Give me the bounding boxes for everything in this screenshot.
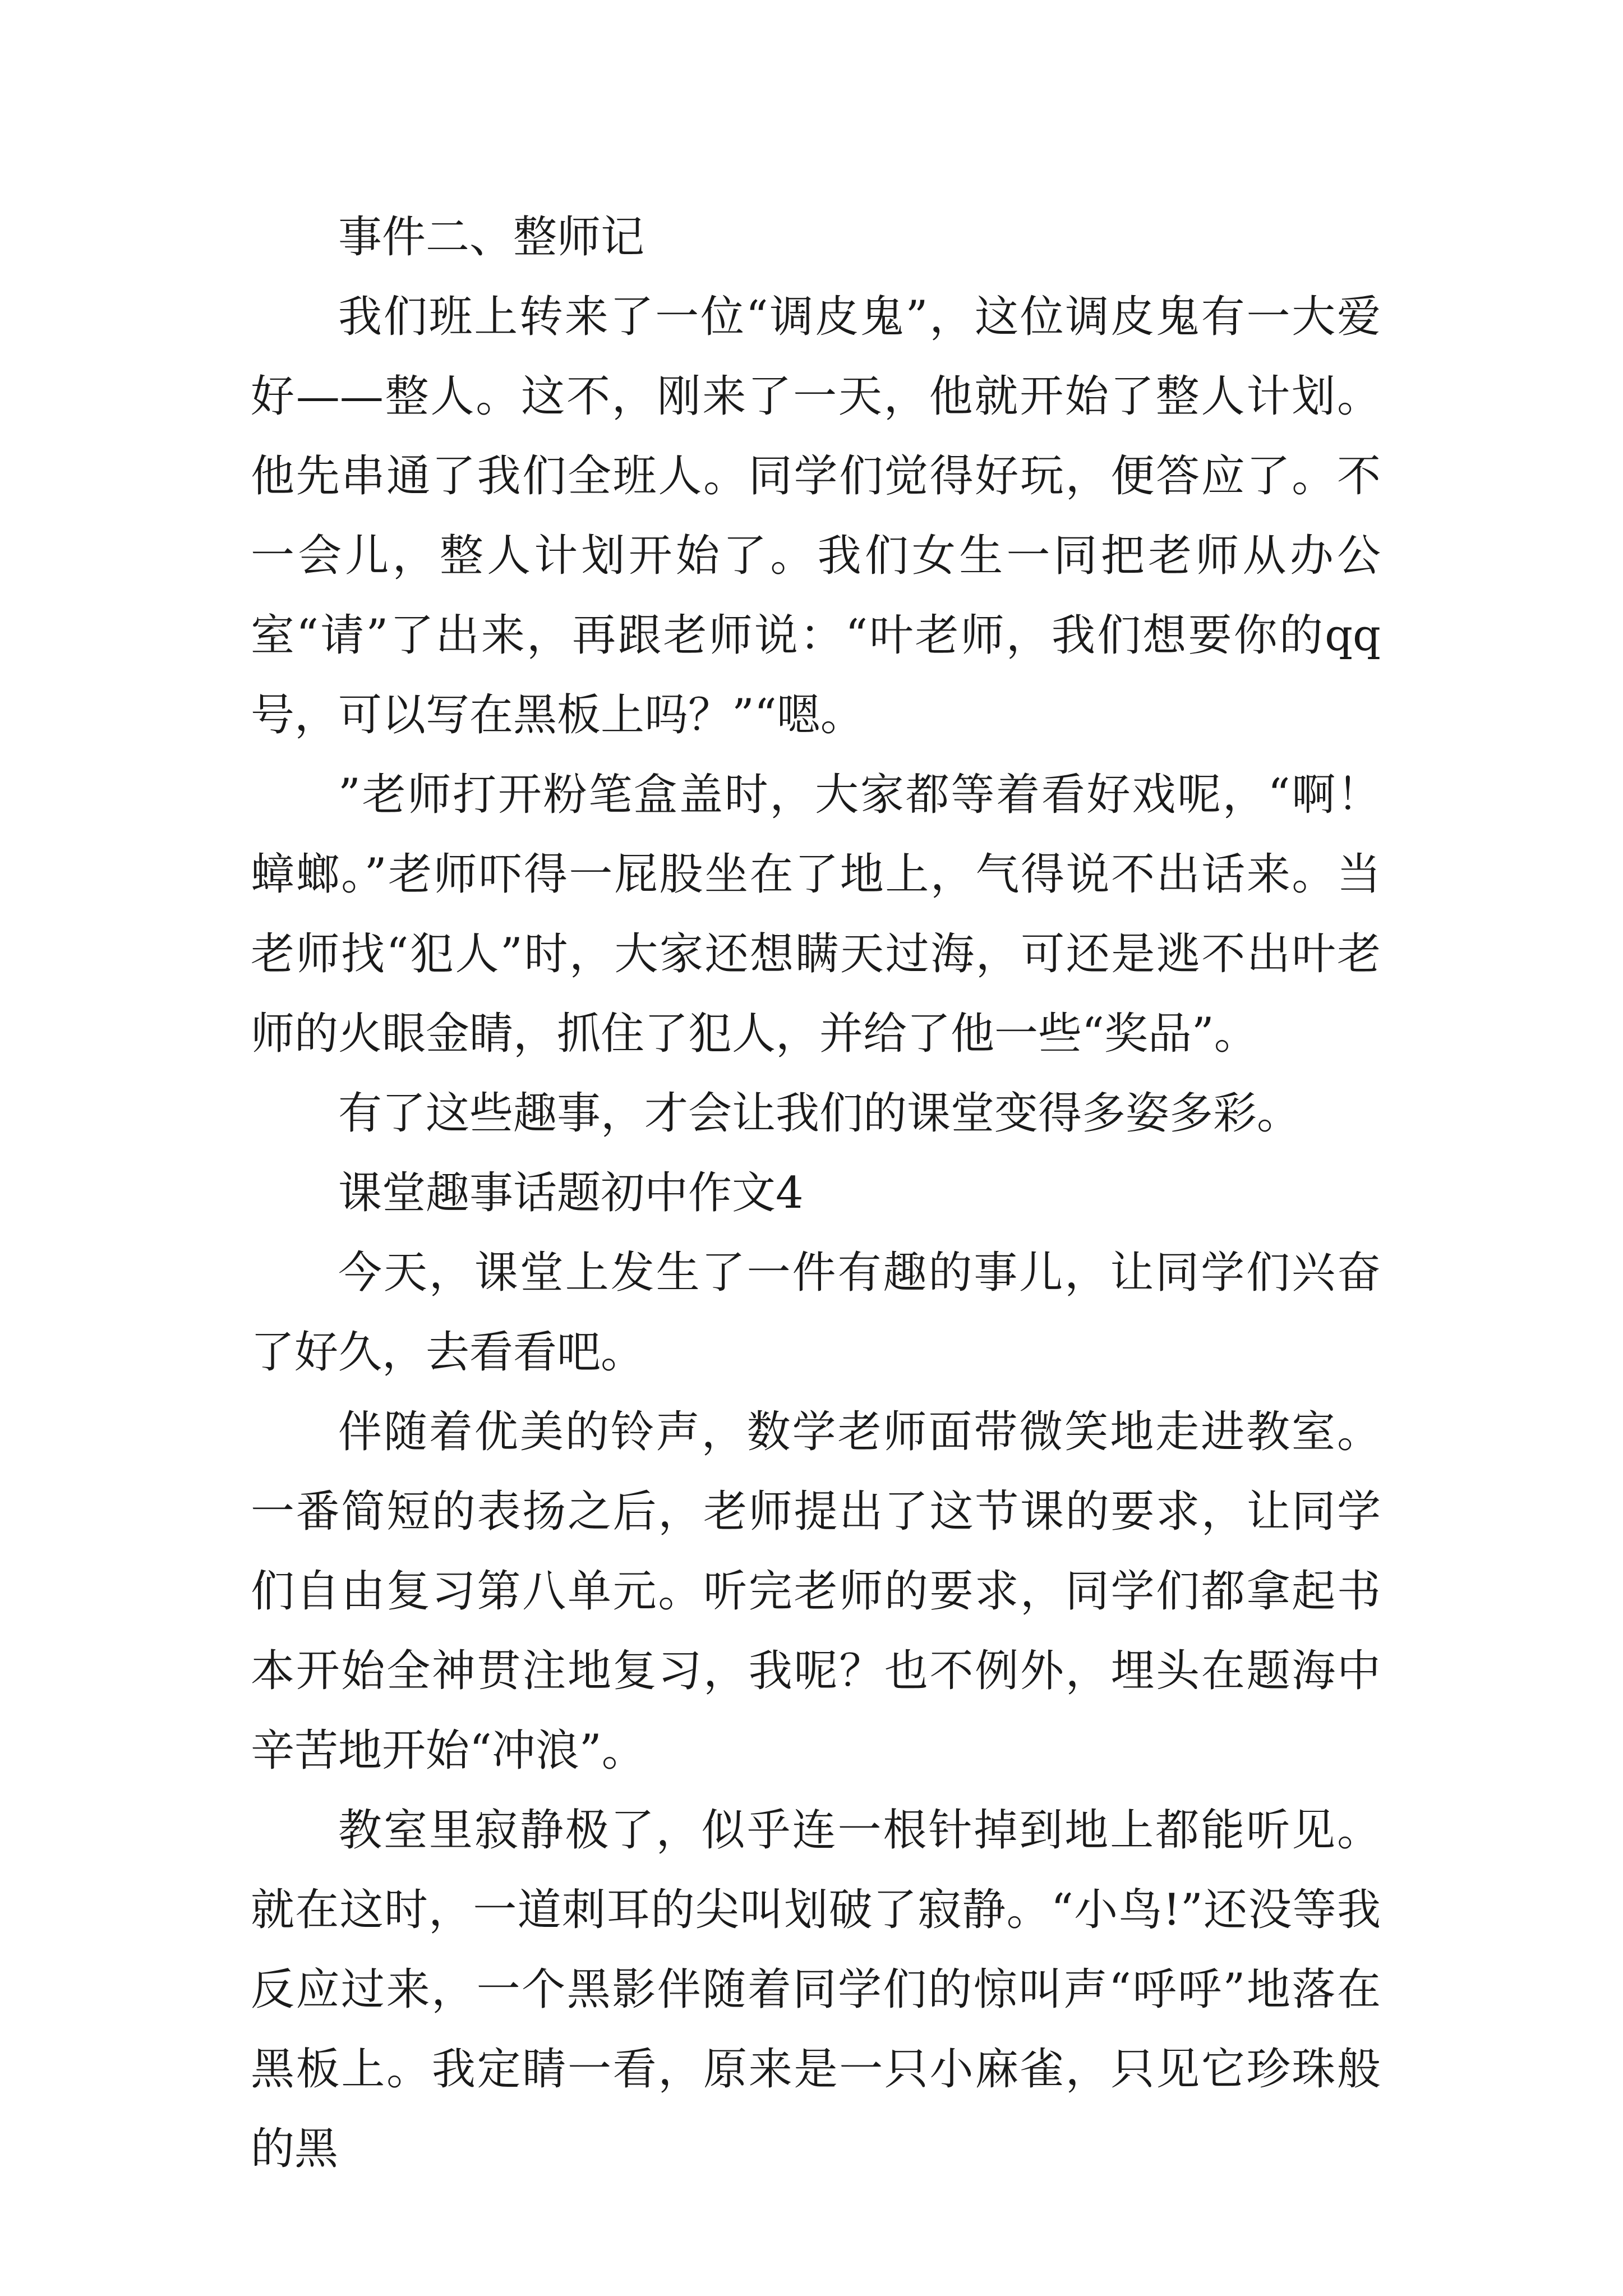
paragraph-prank-plan: 我们班上转来了一位“调皮鬼”，这位调皮鬼有一大爱好——整人。这不，刚来了一天，他就开始了整人计划。他先串通了我们全班人。同学们觉得好玩，便答应了。不一会儿，整人计划开始了。我们女生一同把老师从办公室“请”了出来，再跟老师说：“叶老师，我们想要你的qq号，可以写在黑板上吗？”“嗯。: [251, 292, 1381, 740]
essay-title-4: 课堂趣事话题初中作文4: [338, 1168, 804, 1218]
essay-text: [251, 197, 1381, 2189]
paragraph-cockroach: ”老师打开粉笔盒盖时，大家都等着看好戏呢，“啊！蟑螂。”老师吓得一屁股坐在了地上，气得说不出话来。当老师找“犯人”时，大家还想瞒天过海，可还是逃不出叶老师的火眼金睛，抓住了犯人，并给了他一些“奖品”。: [251, 770, 1381, 1059]
section-heading-event-two: 事件二、整师记: [338, 212, 645, 263]
paragraph-intro: 今天，课堂上发生了一件有趣的事儿，让同学们兴奋了好久，去看看吧。: [251, 1248, 1381, 1378]
paragraph-math-class: 伴随着优美的铃声，数学老师面带微笑地走进教室。一番简短的表扬之后，老师提出了这节课的要求，让同学们自由复习第八单元。听完老师的要求，同学们都拿起书本开始全神贯注地复习，我呢？也不例外，埋头在题海中辛苦地开始“冲浪”。: [251, 1407, 1381, 1776]
paragraph-bird: 教室里寂静极了，似乎连一根针掉到地上都能听见。就在这时，一道刺耳的尖叫划破了寂静。“小鸟!”还没等我反应过来，一个黑影伴随着同学们的惊叫声“呼呼”地落在黑板上。我定睛一看，原来是一只小麻雀，只见它珍珠般的黑: [251, 1805, 1381, 2174]
paragraph-conclusion: 有了这些趣事，才会让我们的课堂变得多姿多彩。: [338, 1088, 1301, 1139]
